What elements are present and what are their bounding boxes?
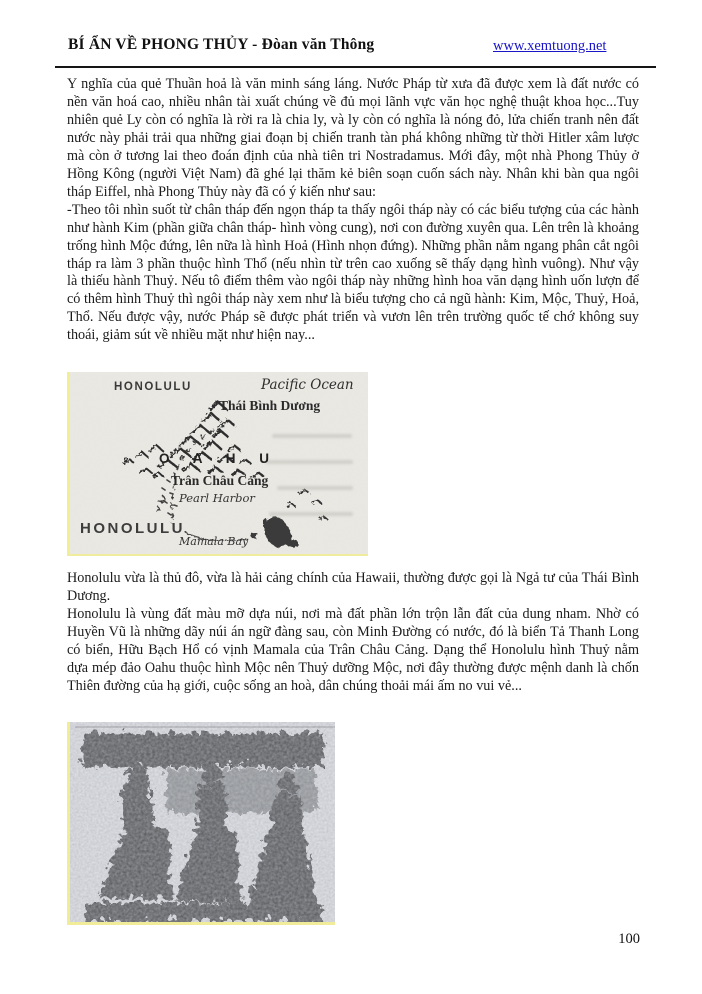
bleedthrough-line — [269, 512, 353, 516]
website-link[interactable]: www.xemtuong.net — [493, 38, 607, 54]
paragraph-eiffel-intro: Y nghĩa của quẻ Thuần hoả là văn minh sáng láng. Nước Pháp từ xưa đã được xem là đất nước có nền văn hoá cao, nhiều nhân tài xuất chúng về đủ mọi lãnh vực văn học nghệ thuật khoa học...Tuy nhiên quẻ Ly còn có nghĩa là rời ra là chia ly, và ly còn có nghĩa là nóng đỏ, lửa chiến tranh nên đất nước này phải trải qua những giai đoạn bị chiến tranh tàn phá không những từ thời Hitler xâm lược mà còn ở tương lai theo đoán định của nhà tiên tri Nostradamus. Mới đây, một nhà Phong Thủy ở Hồng Kông (người Việt Nam) đã ghé lại thăm kẻ biên soạn cuốn sách này. Nhân khi bàn qua ngôi tháp Eiffel, nhà Phong Thủy này đã có ý kiến như sau: — [67, 76, 639, 200]
map-label-thai-binh-duong: Thái Bình Dương — [219, 398, 321, 413]
scan-edge-strip — [67, 554, 368, 556]
bleedthrough-line — [272, 434, 352, 438]
map-label-mamala-bay: Mamala Bay — [179, 535, 249, 548]
page-number: 100 — [618, 931, 640, 947]
oahu-map-figure — [67, 372, 368, 556]
map-label-oahu: O A H U — [159, 451, 279, 466]
map-label-honolulu-city: HONOLULU — [80, 520, 185, 537]
hula-dancers-photo-image — [67, 722, 335, 925]
article-text-bottom — [67, 570, 639, 696]
paragraph-honolulu-intro: Honolulu vừa là thủ đô, vừa là hải cảng chính của Hawaii, thường được gọi là Ngả tư của Thái Bình Dương. — [67, 570, 639, 604]
paragraph-eiffel-fengshui: -Theo tôi nhìn suốt từ chân tháp đến ngọn tháp ta thấy ngôi tháp này có các biểu tượng của các hành như hành Kim (phần giữa chân tháp- hình vòng cung), nơi con đường xuyên qua. Lên trên là khoảng trống hình Mộc đứng, lên nữa là hình Hoả (Hình nhọn đứng). Những phần nằm ngang phân cắt ngôi tháp ra làm 3 phần thuộc hình Thổ (nếu nhìn từ trên cao xuống sẽ thấy dạng hình vuông). Như vậy là thiếu hành Thuỷ. Nếu tô điểm thêm vào ngôi tháp này những hình hoa văn dạng hình uốn lượn để có thêm hình Thuỷ thì ngôi tháp này xem như là biểu tượng cho cả ngũ hành: Kim, Mộc, Thuỷ, Hoả, Thổ. Nếu được vậy, nước Pháp sẽ được phát triển và vươn lên trên trường quốc tế chớ không suy thoái, giảm sút về nhiều mặt như hiện nay... — [67, 201, 639, 344]
scan-edge-strip — [67, 372, 70, 556]
map-label-pearl-harbor: Pearl Harbor — [179, 491, 255, 505]
hula-dancers-photo — [67, 722, 335, 925]
header-divider — [55, 66, 656, 68]
scan-edge-strip — [67, 922, 335, 925]
scan-edge-strip — [67, 722, 70, 925]
page-title: BÍ ẨN VỀ PHONG THỦY - Đòan văn Thông — [68, 36, 375, 53]
map-label-honolulu-district: HONOLULU — [114, 381, 192, 393]
bleedthrough-line — [277, 486, 353, 490]
article-text-top — [67, 76, 639, 345]
map-label-pacific-ocean: Pacific Ocean — [261, 377, 354, 393]
paragraph-honolulu-fengshui: Honolulu là vùng đất màu mỡ dựa núi, nơi mà đất phần lớn trộn lẫn đất của dung nham. Nhờ có Huyền Vũ là những dãy núi án ngữ đàng sau, còn Minh Đường có nước, đó là biển Tả Thanh Long có biển, Hữu Bạch Hổ có vịnh Mamala của Trân Châu Cảng. Dạng thể Honolulu hình Thuỷ nằm dựa mép đảo Oahu thuộc hình Mộc nên Thuỷ dưỡng Mộc, nơi đây thường được mệnh danh là chốn Thiên đường của hạ giới, cuộc sống an hoà, dân chúng thoải mái ấm no vui vẻ... — [67, 605, 639, 694]
map-label-tran-chau-cang: Trân Châu Cảng — [171, 473, 269, 488]
